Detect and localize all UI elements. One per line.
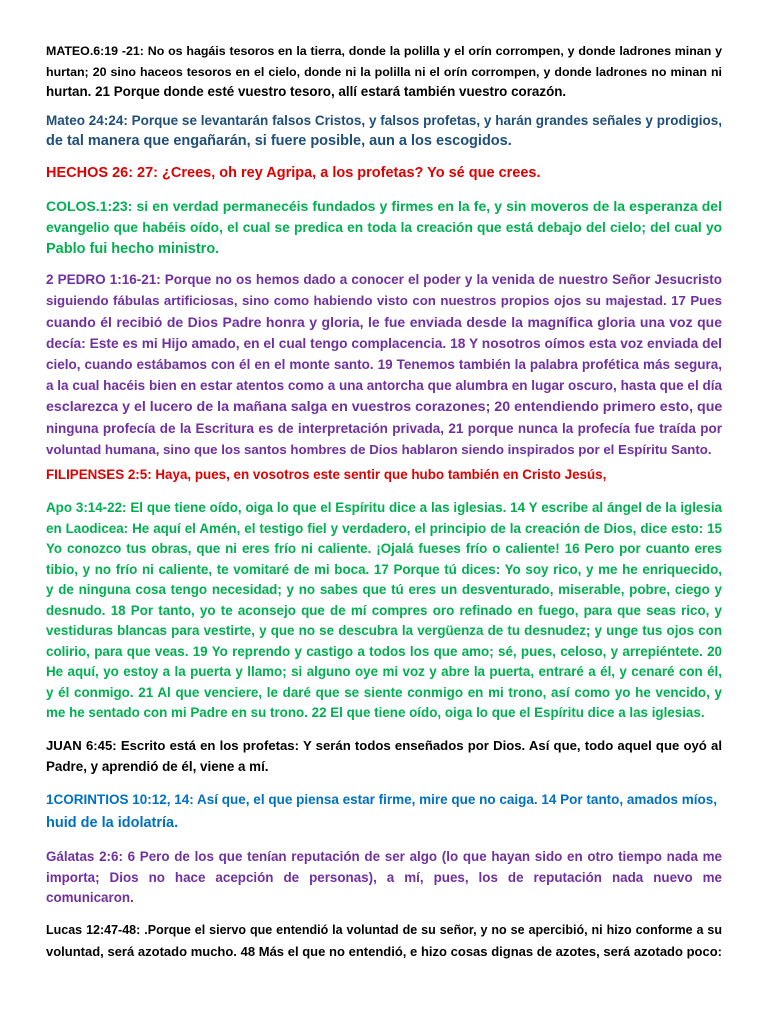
line: decía: Este es mi Hijo amado, en el cual tengo complacencia. 18 Y nosotros oímos esta voz enviada del [46, 335, 722, 351]
line: importa; Dios no hace acepción de personas), a mí, pues, los de reputación nada nuevo me [46, 869, 722, 885]
line: Mateo 24:24: Porque se levantarán falsos Cristos, y falsos profetas, y harán grandes señales y prodigios, [46, 113, 722, 128]
line: He aquí, yo estoy a la puerta y llamo; si alguno oye mi voz y abre la puerta, entraré a él, y cenaré con él, [46, 664, 722, 679]
line: en Laodicea: He aquí el Amén, el testigo fiel y verdadero, el principio de la creación de Dios, dice esto: 15 [46, 520, 722, 536]
paragraph-juan-6 [46, 736, 722, 777]
line: cuando él recibió de Dios Padre honra y gloria, le fue enviada desde la magnífica gloria una voz que [46, 313, 722, 330]
line: voluntad humana, sino que los santos hombres de Dios hablaron siendo inspirados por el Espíritu Santo. [46, 442, 712, 458]
line: Apo 3:14-22: El que tiene oído, oiga lo que el Espíritu dice a las iglesias. 14 Y escribe al ángel de la iglesia [46, 500, 722, 515]
paragraph-colos-1 [46, 196, 722, 260]
paragraph-2-pedro-1 [46, 269, 722, 461]
paragraph-mateo-6 [46, 41, 722, 103]
line: Gálatas 2:6: 6 Pero de los que tenían reputación de ser algo (lo que hayan sido en otro tiempo nada me [46, 849, 722, 864]
paragraph-lucas-12 [46, 920, 722, 962]
line: y de ninguna cosa tengo necesidad; y no sabes que tú eres un desventurado, miserable, pobre, ciego y [46, 582, 722, 597]
line: comunicaron. [46, 890, 134, 905]
line: hurtan; 20 sino haceos tesoros en el cielo, donde ni la polilla ni el orín corrompen, y donde ladrones no minan ni [46, 64, 722, 79]
line: Lucas 12:47-48: .Porque el siervo que entendió la voluntad de su señor, y no se apercibió, ni hizo conforme a su [46, 923, 722, 937]
line: a la cual hacéis bien en estar atentos como a una antorcha que alumbra en lugar oscuro, hasta que el día [46, 378, 722, 394]
line: esclarezca y el lucero de la mañana salga en vuestros corazones; 20 entendiendo primero esto, que [46, 398, 723, 415]
paragraph-galatas-2 [46, 847, 722, 909]
line: ninguna profecía de la Escritura es de interpretación privada, 21 porque nunca la profecía fue traída por [46, 421, 722, 437]
line: siguiendo fábulas artificiosas, sino como habiendo visto con nuestros propios ojos su majestad. 17 Pues [46, 293, 722, 309]
line: 2 PEDRO 1:16-21: Porque no os hemos dado a conocer el poder y la venida de nuestro Señor Jesucristo [46, 272, 722, 287]
paragraph-hechos-26 [46, 163, 722, 184]
paragraph-mateo-24 [46, 110, 722, 153]
line: voluntad, será azotado mucho. 48 Más el que no entendió, e hizo cosas dignas de azotes, será azotado poco: [46, 944, 722, 959]
line: Pablo fui hecho ministro. [46, 240, 220, 257]
line: Yo conozco tus obras, que ni eres frío ni caliente. ¡Ojalá fueses frío o caliente! 16 Pero por cuanto eres [46, 541, 722, 556]
line: me he sentado con mi Padre en su trono. 22 El que tiene oído, oiga lo que el Espíritu dice a las iglesias. [46, 705, 705, 720]
line: huid de la idolatría. [46, 814, 179, 831]
line: hurtan. 21 Porque donde esté vuestro tesoro, allí estará también vuestro corazón. [46, 84, 567, 99]
line: Padre, y aprendió de él, viene a mí. [46, 758, 269, 774]
line: de tal manera que engañarán, si fuere posible, aun a los escogidos. [46, 133, 512, 150]
paragraph-filipenses-2 [46, 465, 722, 486]
paragraph-1-corintios-10 [46, 789, 722, 834]
line: tibio, y no frío ni caliente, te vomitaré de mi boca. 17 Porque tú dices: Yo soy rico, y me he enriquecido, [46, 561, 722, 577]
line: HECHOS 26: 27: ¿Crees, oh rey Agripa, a los profetas? Yo sé que crees. [46, 165, 541, 181]
line: 1CORINTIOS 10:12, 14: Así que, el que piensa estar firme, mire que no caiga. 14 Por tanto, amados míos, [46, 792, 717, 807]
line: y él conmigo. 21 Al que venciere, le daré que se siente conmigo en mi trono, así como yo he vencido, y [46, 684, 722, 700]
line: colirio, para que veas. 19 Yo reprendo y castigo a todos los que amo; sé, pues, celoso, y arrepiéntete. 20 [46, 643, 722, 659]
line: FILIPENSES 2:5: Haya, pues, en vosotros este sentir que hubo también en Cristo Jesús, [46, 467, 607, 482]
line: JUAN 6:45: Escrito está en los profetas: Y serán todos enseñados por Dios. Así que, todo aquel que oyó al [46, 738, 722, 753]
paragraph-apocalipsis-3 [46, 498, 722, 724]
line: cielo, cuando estábamos con él en el monte santo. 19 Tenemos también la palabra profética más segura, [46, 357, 722, 373]
line: evangelio que habéis oído, el cual se predica en toda la creación que está debajo del cielo; del cual yo [46, 220, 722, 236]
line: desnudo. 18 Por tanto, yo te aconsejo que de mí compres oro refinado en fuego, para que seas rico, y [46, 602, 722, 618]
line: COLOS.1:23: si en verdad permanecéis fundados y firmes en la fe, y sin moveros de la esperanza del [46, 198, 722, 214]
line: MATEO.6:19 -21: No os hagáis tesoros en la tierra, donde la polilla y el orín corrompen, y donde ladrones minan y [46, 44, 722, 58]
line: vestiduras blancas para vestirte, y que no se descubra la vergüenza de tu desnudez; y unge tus ojos con [46, 623, 722, 638]
